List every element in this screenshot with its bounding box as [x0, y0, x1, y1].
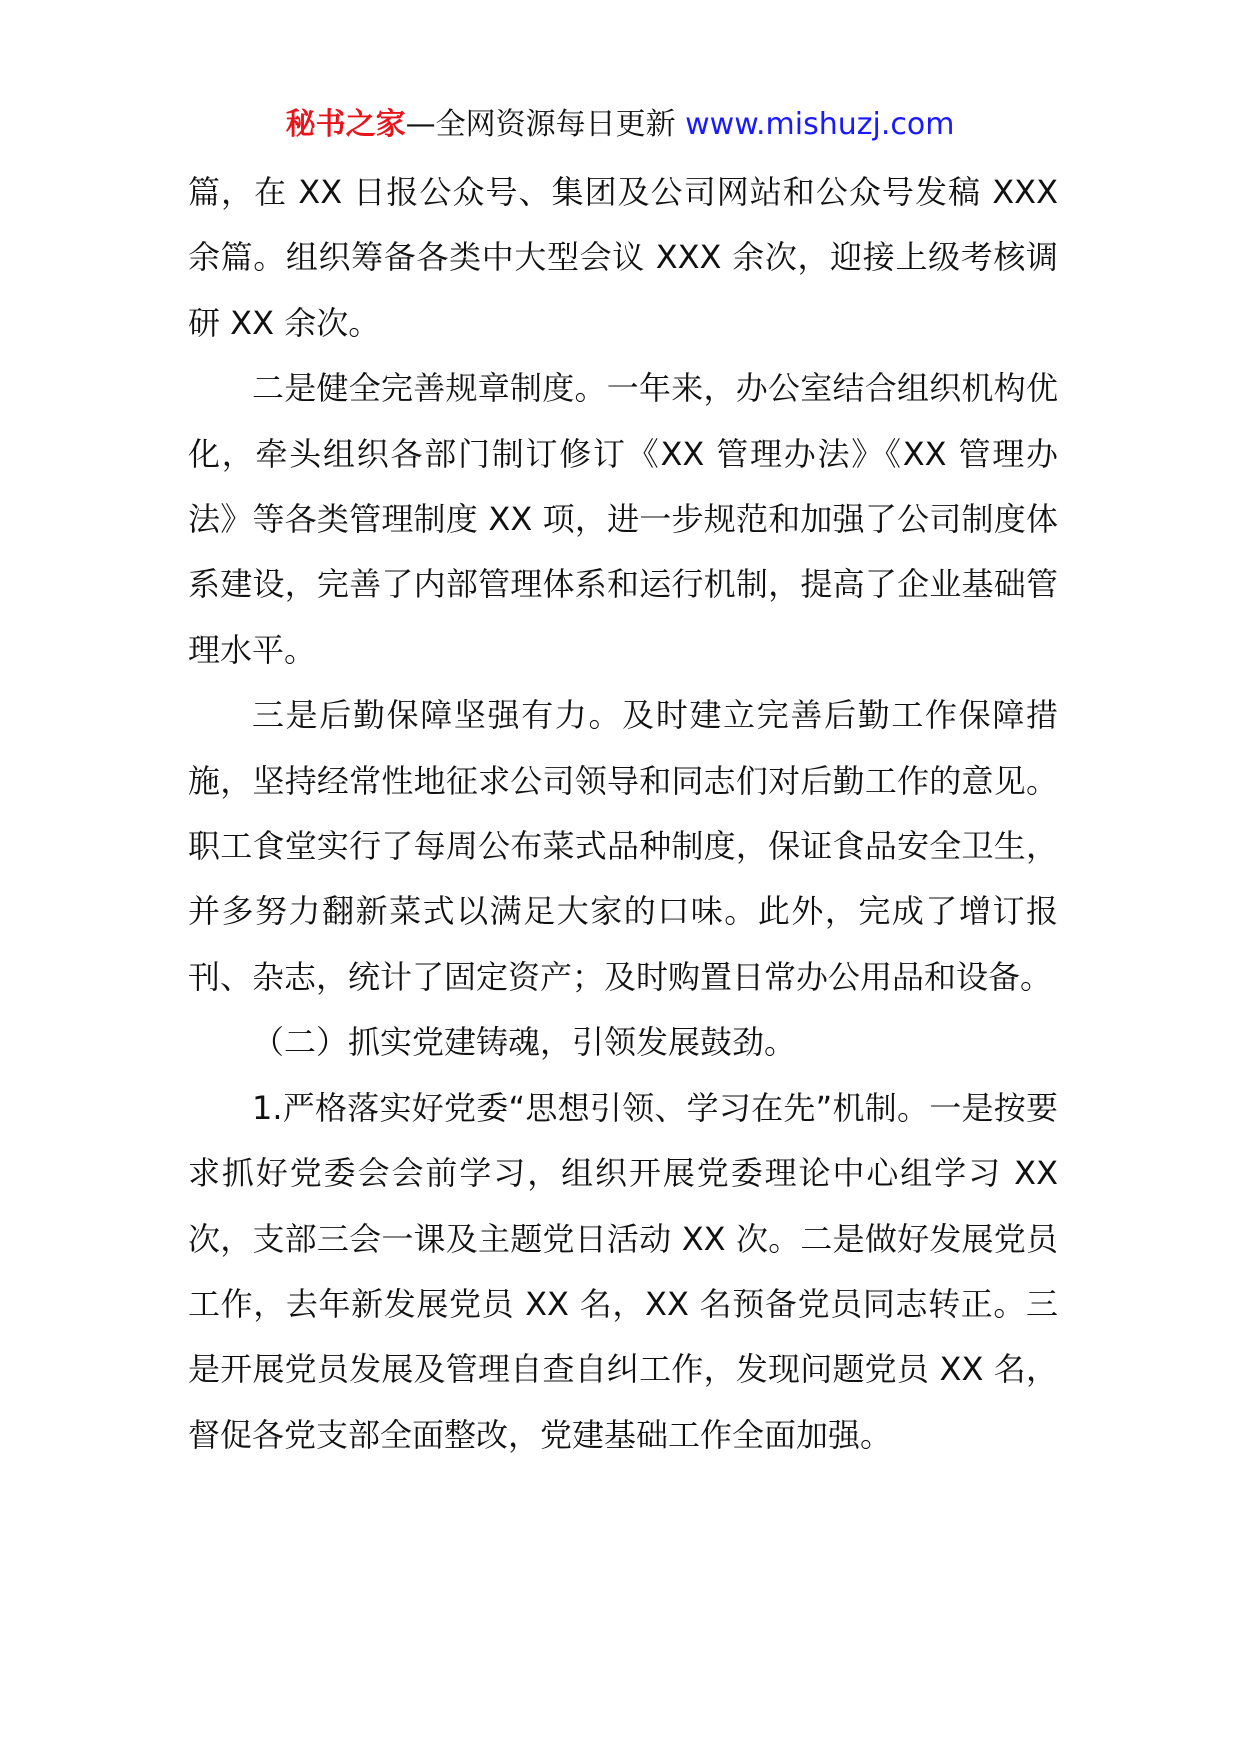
document-body [188, 160, 1058, 1468]
header-slogan: —全网资源每日更新 [405, 107, 686, 142]
header-url-link[interactable]: www.mishuzj.com [685, 107, 955, 142]
section-heading-party-building: （二）抓实党建铸魂，引领发展鼓劲。 [252, 1023, 797, 1062]
page-header [0, 100, 1240, 150]
header-brand: 秘书之家 [285, 107, 406, 142]
paragraph-party-mechanism: 1.严格落实好党委“思想引领、学习在先”机制。一是按要求抓好党委会会前学习，组织开展党委理论中心组学习 XX 次，支部三会一课及主题党日活动 XX 次。二是做好发展党员工作，去年新发展党员 XX 名，XX 名预备党员同志转正。三是开展党员发展及管理自查自纠工作，发现问题党员 XX 名，督促各党支部全面整改，党建基础工作全面加强。 [188, 1088, 1058, 1454]
paragraph-logistics: 三是后勤保障坚强有力。及时建立完善后勤工作保障措施，坚持经常性地征求公司领导和同志们对后勤工作的意见。职工食堂实行了每周公布菜式品种制度，保证食品安全卫生，并多努力翻新菜式以满足大家的口味。此外，完成了增订报刊、杂志，统计了固定资产；及时购置日常办公用品和设备。 [188, 696, 1058, 996]
paragraph-continuation: 篇，在 XX 日报公众号、集团及公司网站和公众号发稿 XXX 余篇。组织筹备各类中大型会议 XXX 余次，迎接上级考核调研 XX 余次。 [188, 173, 1058, 342]
paragraph-regulations: 二是健全完善规章制度。一年来，办公室结合组织机构优化，牵头组织各部门制订修订《XX 管理办法》《XX 管理办法》等各类管理制度 XX 项，进一步规范和加强了公司制度体系建设，完善了内部管理体系和运行机制，提高了企业基础管理水平。 [188, 369, 1058, 669]
